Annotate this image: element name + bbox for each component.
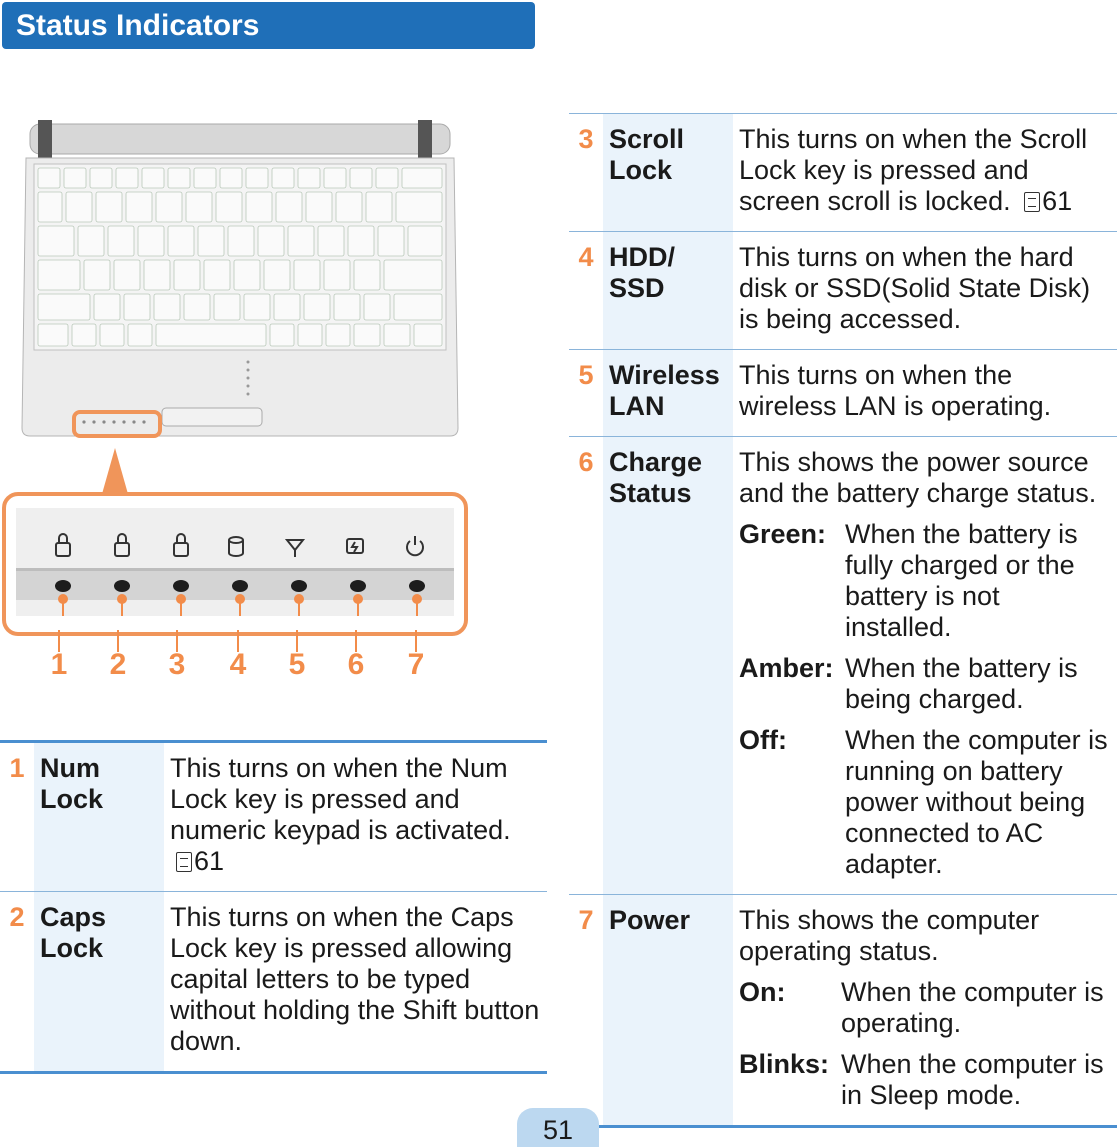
indicator-number: 5 bbox=[578, 360, 594, 390]
state-row bbox=[739, 519, 1111, 643]
laptop-illustration bbox=[20, 118, 460, 438]
state-text: When the computer is operating. bbox=[841, 977, 1104, 1038]
indicator-number: 6 bbox=[578, 447, 594, 477]
callout-pointer bbox=[70, 410, 470, 500]
state-row bbox=[739, 977, 1111, 1039]
led-zoom-panel bbox=[2, 492, 468, 636]
state-text: When the computer is in Sleep mode. bbox=[841, 1049, 1104, 1110]
state-text: When the computer is running on battery power without being connected to AC adapter. bbox=[845, 725, 1108, 879]
indicator-number: 3 bbox=[578, 124, 594, 154]
indicator-name: Num Lock bbox=[34, 742, 164, 892]
state-label: Amber: bbox=[739, 653, 834, 683]
page-reference: 61 bbox=[1042, 186, 1073, 216]
page-reference-icon bbox=[176, 852, 192, 872]
indicator-description: This turns on when the hard disk or SSD(Solid State Disk) is being accessed. bbox=[739, 242, 1091, 334]
indicator-description bbox=[733, 895, 1117, 1127]
state-row bbox=[739, 1049, 1111, 1111]
indicator-name: Charge Status bbox=[603, 437, 733, 895]
state-text: When the battery is fully charged or the battery is not installed. bbox=[845, 519, 1078, 642]
indicator-number: 2 bbox=[9, 902, 25, 932]
section-header bbox=[2, 2, 535, 49]
indicator-number: 4 bbox=[578, 242, 594, 272]
table-row bbox=[569, 114, 1117, 232]
state-label: Blinks: bbox=[739, 1049, 830, 1079]
led-number-3: 3 bbox=[168, 648, 186, 681]
table-row bbox=[569, 350, 1117, 437]
state-row bbox=[739, 653, 1111, 715]
indicator-name: Power bbox=[603, 895, 733, 1127]
indicator-description bbox=[733, 114, 1117, 232]
indicator-desc-text: This shows the computer operating status. bbox=[739, 905, 1040, 966]
indicator-desc-text: This turns on when the Num Lock key is pressed and numeric keypad is activated. bbox=[170, 753, 511, 845]
indicator-table-left bbox=[0, 740, 547, 1074]
indicator-description: This turns on when the wireless LAN is operating. bbox=[739, 360, 1052, 421]
section-title: Status Indicators bbox=[16, 9, 260, 42]
led-number-5: 5 bbox=[288, 648, 306, 681]
led-number-6: 6 bbox=[347, 648, 365, 681]
table-row bbox=[0, 742, 547, 892]
state-label: On: bbox=[739, 977, 786, 1007]
table-row bbox=[569, 895, 1117, 1127]
table-row bbox=[569, 232, 1117, 350]
indicator-desc-text: This turns on when the Scroll Lock key is pressed and screen scroll is locked. bbox=[739, 124, 1088, 216]
state-label: Green: bbox=[739, 519, 827, 549]
indicator-description bbox=[164, 742, 547, 892]
page-reference: 61 bbox=[194, 846, 225, 876]
page-reference-icon bbox=[1024, 192, 1040, 212]
indicator-name: Caps Lock bbox=[34, 892, 164, 1073]
page-number: 51 bbox=[542, 1115, 574, 1145]
led-number-7: 7 bbox=[407, 648, 425, 681]
led-number-4: 4 bbox=[229, 648, 247, 681]
page-number-tab bbox=[517, 1108, 599, 1147]
indicator-name: HDD/ SSD bbox=[603, 232, 733, 350]
indicator-name: Wireless LAN bbox=[603, 350, 733, 437]
table-row bbox=[569, 437, 1117, 895]
indicator-desc-text: This shows the power source and the battery charge status. bbox=[739, 447, 1097, 508]
state-row bbox=[739, 725, 1111, 880]
state-label: Off: bbox=[739, 725, 787, 755]
table-row bbox=[0, 892, 547, 1073]
led-number-2: 2 bbox=[109, 648, 127, 681]
indicator-number: 7 bbox=[578, 905, 594, 935]
state-text: When the battery is being charged. bbox=[845, 653, 1078, 714]
led-strip-illustration bbox=[16, 508, 454, 616]
indicator-description: This turns on when the Caps Lock key is pressed allowing capital letters to be typed without holding the Shift button down. bbox=[170, 902, 540, 1056]
indicator-table-right bbox=[569, 113, 1117, 1128]
indicator-number: 1 bbox=[9, 753, 25, 783]
indicator-name: Scroll Lock bbox=[603, 114, 733, 232]
indicator-description bbox=[733, 437, 1117, 895]
led-number-1: 1 bbox=[50, 648, 68, 681]
